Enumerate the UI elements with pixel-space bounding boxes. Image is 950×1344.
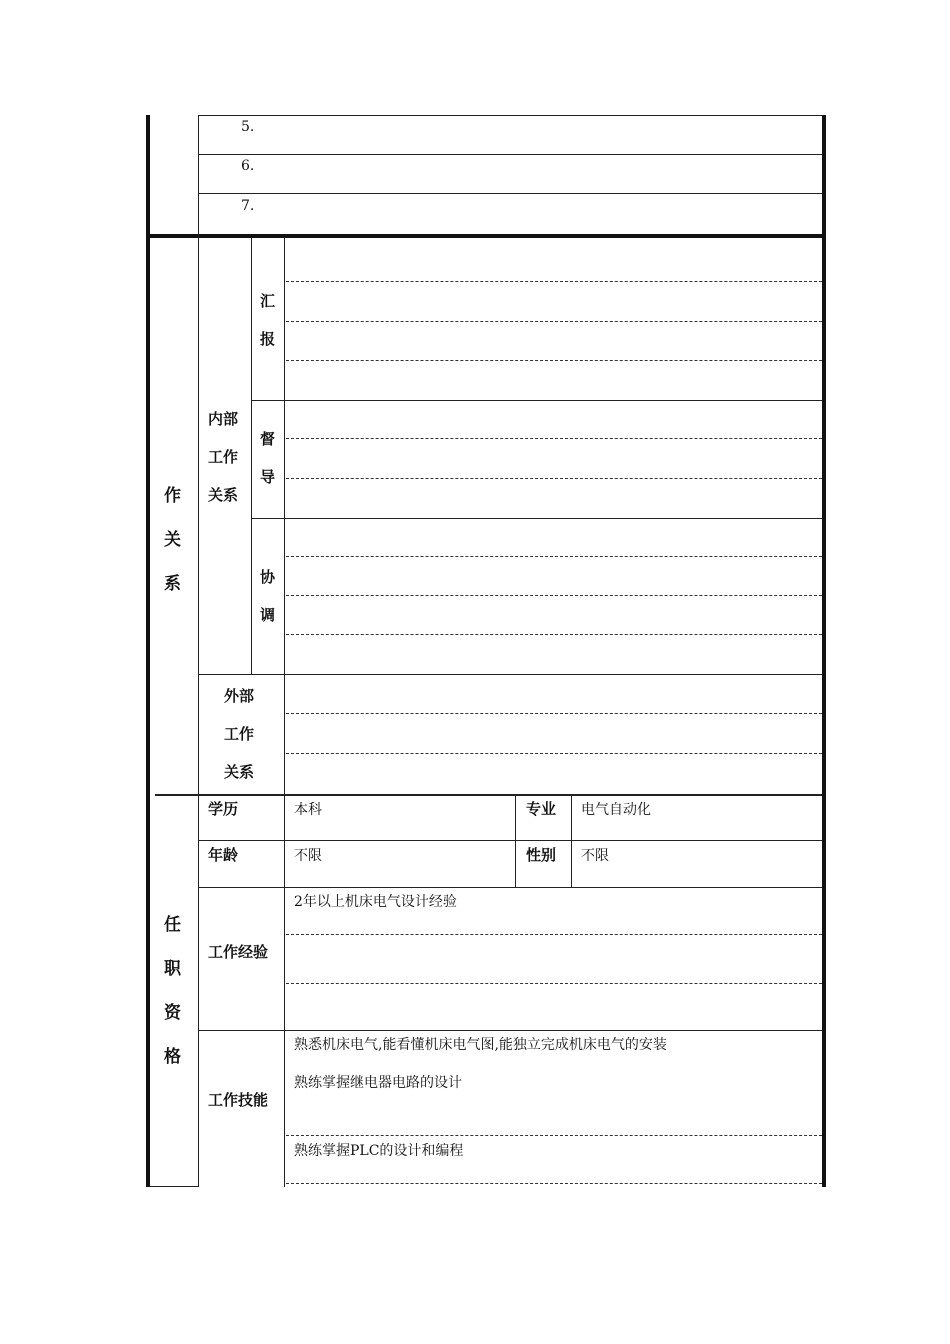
row-line [198, 154, 822, 155]
row-line [198, 193, 822, 194]
supervise-line-2 [286, 478, 822, 479]
right-border [822, 115, 826, 1187]
coordinate-line-3 [286, 634, 822, 635]
col-line-5 [515, 795, 516, 887]
experience-line-1: 2年以上机床电气设计经验 [294, 894, 457, 910]
skills-label: 工作技能 [208, 1091, 269, 1109]
qualification-section-label: 任 职 资 格 [164, 915, 181, 1067]
experience-dash-1 [286, 934, 822, 935]
major-value: 电气自动化 [581, 802, 651, 818]
supervise-line-1 [286, 438, 822, 439]
duty-item-6: 6. [241, 158, 255, 174]
coordinate-line-1 [286, 556, 822, 557]
col-line-1 [198, 115, 199, 1187]
skills-dash-1 [286, 1135, 822, 1136]
age-value: 不限 [294, 848, 322, 864]
experience-label: 工作经验 [208, 943, 269, 961]
gender-value: 不限 [581, 848, 609, 864]
col-line-6 [571, 795, 572, 887]
education-value: 本科 [294, 802, 322, 818]
report-line-2 [286, 321, 822, 322]
row-line [251, 518, 822, 519]
internal-relations-label: 内部 工作 关系 [208, 410, 239, 504]
row-line [198, 887, 822, 888]
external-relations-label: 外部 工作 关系 [224, 687, 255, 781]
col-line-2b [284, 887, 285, 1187]
duty-item-5: 5. [241, 119, 255, 135]
experience-dash-2 [286, 983, 822, 984]
section-divider-qual [155, 794, 822, 796]
age-label: 年龄 [208, 846, 239, 864]
major-label: 专业 [526, 800, 557, 818]
education-label: 学历 [208, 800, 239, 818]
row-line [251, 400, 822, 401]
skills-line-1: 熟悉机床电气,能看懂机床电气图,能独立完成机床电气的安装 [294, 1037, 667, 1053]
duty-item-7: 7. [241, 198, 255, 214]
col-line-4 [284, 795, 285, 887]
external-line-2 [286, 753, 822, 754]
report-label: 汇 报 [260, 292, 276, 348]
col-line-2 [284, 238, 285, 794]
report-line-1 [286, 281, 822, 282]
coordinate-label: 协 调 [260, 568, 276, 624]
external-line-1 [286, 713, 822, 714]
skills-line-3: 熟练掌握PLC的设计和编程 [294, 1143, 464, 1159]
coordinate-line-2 [286, 595, 822, 596]
row-line [198, 840, 822, 841]
bottom-line [150, 1186, 198, 1187]
report-line-3 [286, 360, 822, 361]
row-line [198, 115, 822, 116]
gender-label: 性别 [526, 846, 557, 864]
skills-line-2: 熟练掌握继电器电路的设计 [294, 1075, 462, 1091]
col-line-3 [251, 238, 252, 674]
left-border [146, 115, 150, 1187]
row-line [198, 674, 822, 675]
relations-section-label: 作 关 系 [164, 486, 181, 594]
row-line [198, 1030, 822, 1031]
supervise-label: 督 导 [260, 430, 276, 486]
skills-dash-2 [286, 1183, 822, 1184]
